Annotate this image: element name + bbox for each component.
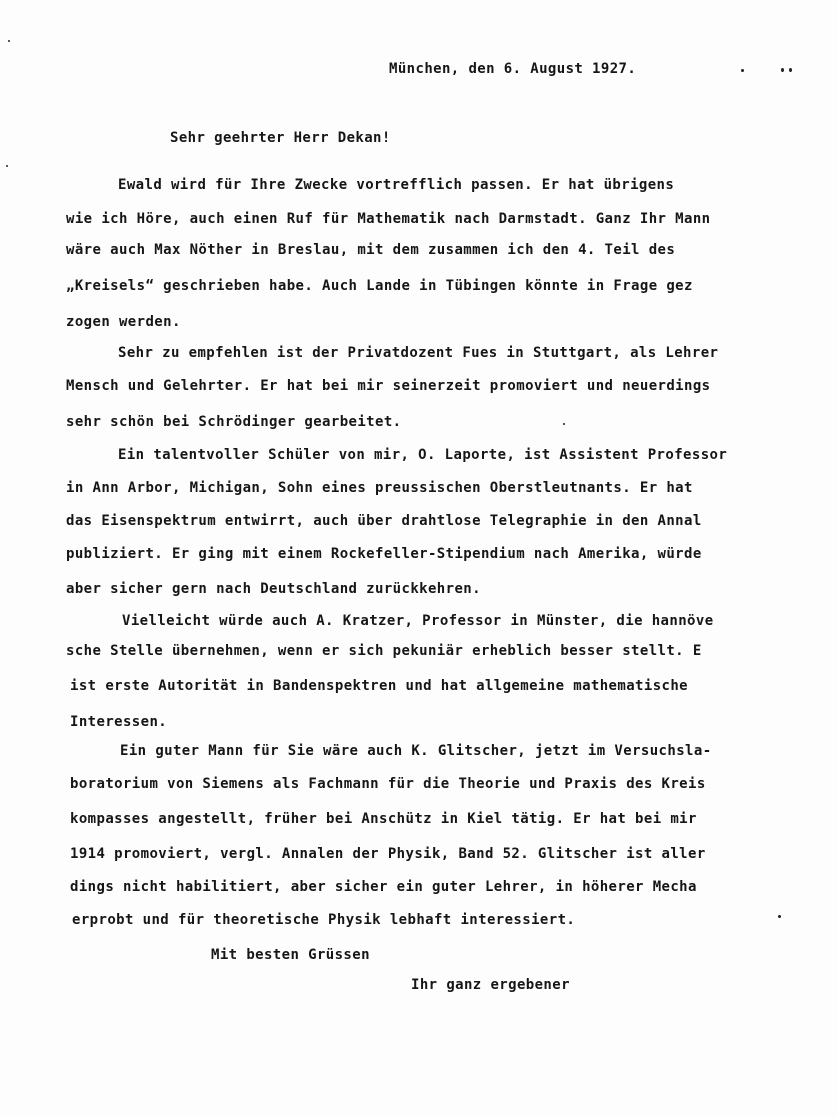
scan-speck (741, 69, 744, 72)
body-line: ist erste Autorität in Bandenspektren und hat allgemeine mathematische (70, 678, 689, 694)
scan-speck (789, 68, 792, 72)
body-line: erprobt und für theoretische Physik lebhaft interessiert. (72, 912, 576, 928)
body-line: wie ich Höre, auch einen Ruf für Mathematik nach Darmstadt. Ganz Ihr Mann (66, 211, 711, 227)
body-line: dings nicht habilitiert, aber sicher ein guter Lehrer, in höherer Mecha (70, 879, 697, 895)
scan-speck (6, 165, 8, 167)
body-line: 1914 promoviert, vergl. Annalen der Physik, Band 52. Glitscher ist aller (70, 846, 706, 862)
body-line: Ewald wird für Ihre Zwecke vortrefflich passen. Er hat übrigens (118, 177, 675, 193)
body-line: Interessen. (70, 714, 168, 730)
body-line: aber sicher gern nach Deutschland zurückkehren. (66, 581, 481, 597)
body-line: kompasses angestellt, früher bei Anschütz in Kiel tätig. Er hat bei mir (70, 811, 697, 827)
body-line: in Ann Arbor, Michigan, Sohn eines preussischen Oberstleutnants. Er hat (66, 480, 693, 496)
body-line: sehr schön bei Schrödinger gearbeitet. (66, 414, 402, 430)
date-line: München, den 6. August 1927. (389, 61, 637, 77)
body-line: boratorium von Siemens als Fachmann für die Theorie und Praxis des Kreis (70, 776, 706, 792)
scan-speck (8, 40, 10, 42)
body-line: Sehr zu empfehlen ist der Privatdozent Fues in Stuttgart, als Lehrer (118, 345, 719, 361)
scan-speck (781, 68, 784, 72)
body-line: Ein talentvoller Schüler von mir, O. Laporte, ist Assistent Professor (118, 447, 728, 463)
scan-speck (563, 423, 565, 425)
body-line: publiziert. Er ging mit einem Rockefeller-Stipendium nach Amerika, würde (66, 546, 702, 562)
body-line: Ein guter Mann für Sie wäre auch K. Glitscher, jetzt im Versuchsla- (120, 743, 712, 759)
body-line: zogen werden. (66, 314, 181, 330)
body-line: Mensch und Gelehrter. Er hat bei mir seinerzeit promoviert und neuerdings (66, 378, 711, 394)
body-line: das Eisenspektrum entwirrt, auch über drahtlose Telegraphie in den Annal (66, 513, 702, 529)
body-line: sche Stelle übernehmen, wenn er sich pekuniär erheblich besser stellt. E (66, 643, 702, 659)
scan-speck (778, 915, 781, 918)
body-line: wäre auch Max Nöther in Breslau, mit dem zusammen ich den 4. Teil des (66, 242, 676, 258)
body-line: Vielleicht würde auch A. Kratzer, Professor in Münster, die hannöve (122, 613, 714, 629)
closing-line: Mit besten Grüssen (211, 947, 370, 963)
body-line: „Kreisels“ geschrieben habe. Auch Lande in Tübingen könnte in Frage gez (66, 278, 693, 294)
salutation: Sehr geehrter Herr Dekan! (170, 130, 391, 146)
signoff-line: Ihr ganz ergebener (411, 977, 570, 993)
